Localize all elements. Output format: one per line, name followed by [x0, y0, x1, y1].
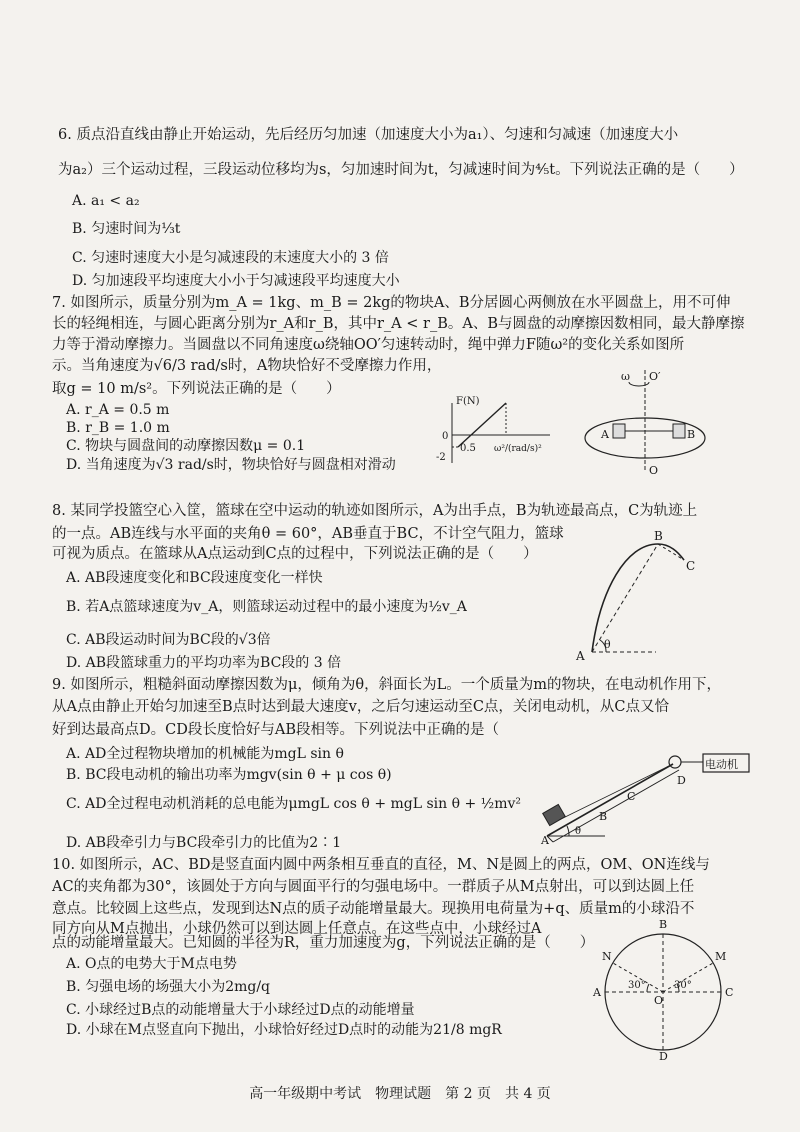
q7-stem-line-4: 示。当角速度为√6/3 rad/s时，A物块恰好不受摩擦力作用， [52, 358, 442, 374]
q10-option-c: C. 小球经过B点的动能增量大于小球经过D点的动能增量 [66, 1002, 415, 1018]
q7-block-a [613, 424, 625, 438]
q8-label-a: A [576, 649, 585, 663]
q10-option-a: A. O点的电势大于M点电势 [66, 956, 237, 972]
q6-option-c: C. 匀速时速度大小是匀减速段的末速度大小的 3 倍 [72, 250, 389, 266]
q9-option-c: C. AD全过程电动机消耗的总电能为μmgL cos θ + mgL sin θ + ½mv² [66, 796, 522, 812]
q8-trajectory [592, 544, 684, 652]
q10-stem-line-4: 同方向从M点抛出，小球仍然可以到达圆上任意点。在这些点中，小球经过A [52, 921, 542, 937]
q9-label-a: A [541, 834, 549, 847]
page-footer: 高一年级期中考试 物理试题 第 2 页 共 4 页 [249, 1086, 551, 1102]
q8-ab-line [592, 544, 658, 652]
q9-label-theta: θ [575, 826, 582, 837]
q9-pulley [669, 756, 681, 768]
q9-option-a: A. AD全过程物块增加的机械能为mgL sin θ [66, 746, 344, 762]
q7-stem-line-1: 7. 如图所示，质量分别为m_A = 1kg、m_B = 2kg的物块A、B分居圆心两侧放在水平圆盘上，用不可伸 [52, 295, 731, 311]
q10-label-a: A [593, 986, 601, 999]
q7-axis-top: O′ [649, 370, 661, 383]
q9-stem-line-2: 从A点由静止开始匀加速至B点时达到最大速度v，之后匀速运动至C点，关闭电动机，从C点又恰 [52, 699, 670, 715]
q8-option-a: A. AB段速度变化和BC段速度变化一样快 [66, 570, 323, 586]
q8-stem-line-3: 可视为质点。在篮球从A点运动到C点的过程中，下列说法正确的是（ ） [52, 546, 538, 562]
q7-label-a: A [601, 428, 609, 441]
q7-label-b: B [687, 428, 696, 441]
q8-option-c: C. AB段运动时间为BC段的√3倍 [66, 632, 271, 648]
q9-label-c: C [627, 790, 636, 803]
q10-stem-line-1: 10. 如图所示，AC、BD是竖直面内圆中两条相互垂直的直径，M、N是圆上的两点，OM、ON连线与 [52, 857, 710, 873]
q10-stem-line-2: AC的夹角都为30°，该圆处于方向与圆面平行的匀强电场中。一群质子从M点射出，可以到达圆上任 [52, 879, 695, 895]
q7-graph-ylabel: F(N) [456, 396, 480, 407]
q9-stem-line-3: 好到达最高点D。CD段长度恰好与AB段相等。下列说法中正确的是（ [52, 722, 499, 738]
q7-stem-line-5: 取g = 10 m/s²。下列说法正确的是（ ） [52, 381, 341, 397]
q6-stem-line-2: 为a₂）三个运动过程，三段运动位移均为s，匀加速时间为t，匀减速时间为⁴⁄₅t。下列说法正确的是（ ） [58, 162, 744, 178]
q10-label-c: C [725, 986, 734, 999]
q9-label-d: D [677, 774, 686, 787]
q7-disk-figure [585, 368, 715, 478]
q8-label-c: C [686, 559, 696, 573]
q8-bc-line [658, 544, 684, 560]
q7-block-b [673, 424, 685, 438]
q7-graph-xtick: 0.5 [460, 443, 476, 454]
q10-angle-right: 30° [674, 980, 692, 991]
q7-option-d: D. 当角速度为√3 rad/s时，物块恰好与圆盘相对滑动 [66, 457, 396, 473]
q8-label-theta: θ [604, 638, 611, 651]
q8-stem-line-1: 8. 某同学投篮空心入筐，篮球在空中运动的轨迹如图所示，A为出手点，B为轨迹最高点，C为轨迹上 [52, 503, 698, 519]
q7-graph-line [458, 403, 506, 447]
q7-option-c: C. 物块与圆盘间的动摩擦因数μ = 0.1 [66, 438, 306, 454]
q9-stem-line-1: 9. 如图所示，粗糙斜面动摩擦因数为μ，倾角为θ，斜面长为L。一个质量为m的物块，在电动机作用下， [52, 677, 721, 693]
q6-stem-line-1: 6. 质点沿直线由静止开始运动，先后经历匀加速（加速度大小为a₁）、匀速和匀减速（加速度大小 [58, 127, 679, 143]
q9-option-b: B. BC段电动机的输出功率为mgv(sin θ + μ cos θ) [66, 767, 392, 783]
q10-label-n: N [602, 950, 612, 963]
q9-label-b: B [599, 810, 608, 823]
q7-force-graph [430, 395, 570, 470]
q7-axis-bottom: O [649, 464, 659, 477]
q9-incline-figure [535, 752, 760, 847]
q10-stem-line-3: 意点。比较圆上这些点，发现到达N点的质子动能增量最大。现换用电荷量为+q、质量m的小球沿不 [52, 901, 695, 917]
q8-trajectory-figure [570, 530, 720, 665]
q6-option-b: B. 匀速时间为⅓t [72, 221, 181, 237]
q9-option-d: D. AB段牵引力与BC段牵引力的比值为2∶1 [66, 835, 342, 851]
q7-graph-origin: 0 [442, 431, 449, 442]
q8-option-d: D. AB段篮球重力的平均功率为BC段的 3 倍 [66, 655, 342, 671]
q9-incline-surface [547, 764, 673, 836]
q7-graph-intercept: -2 [436, 452, 446, 463]
q9-block [543, 804, 566, 825]
q7-stem-line-3: 力等于滑动摩擦力。当圆盘以不同角速度ω绕轴OO′匀速转动时，绳中弹力F随ω²的变化关系如图所 [52, 337, 685, 353]
q10-circle-figure [588, 918, 738, 1063]
q7-omega-label: ω [621, 370, 630, 383]
q7-graph-xlabel: ω²/(rad/s)² [494, 444, 542, 454]
q9-motor-label: 电动机 [705, 758, 738, 771]
q8-option-b: B. 若A点篮球速度为v_A，则篮球运动过程中的最小速度为½v_A [66, 599, 467, 615]
q6-option-a: A. a₁ < a₂ [72, 193, 140, 209]
q10-angle-left: 30° [628, 980, 646, 991]
q7-stem-line-2: 长的轻绳相连，与圆心距离分别为r_A和r_B，其中r_A < r_B。A、B与圆盘的动摩擦因数相同，最大静摩擦 [52, 316, 745, 332]
q6-option-d: D. 匀加速段平均速度大小小于匀减速段平均速度大小 [72, 273, 400, 289]
q7-option-a: A. r_A = 0.5 m [66, 402, 170, 418]
q10-label-m: M [715, 950, 727, 963]
q7-option-b: B. r_B = 1.0 m [66, 420, 170, 436]
q10-label-d: D [659, 1050, 668, 1063]
q10-stem-line-5: 点的动能增量最大。已知圆的半径为R，重力加速度为g，下列说法正确的是（ ） [52, 935, 595, 951]
q8-stem-line-2: 的一点。AB连线与水平面的夹角θ = 60°，AB垂直于BC，不计空气阻力，篮球 [52, 526, 564, 542]
q10-label-b: B [659, 918, 668, 931]
q10-option-d: D. 小球在M点竖直向下抛出，小球恰好经过D点时的动能为21/8 mgR [66, 1022, 502, 1038]
q10-option-b: B. 匀强电场的场强大小为2mg/q [66, 979, 271, 995]
q8-label-b: B [654, 529, 663, 543]
q10-label-o: O [654, 994, 664, 1007]
